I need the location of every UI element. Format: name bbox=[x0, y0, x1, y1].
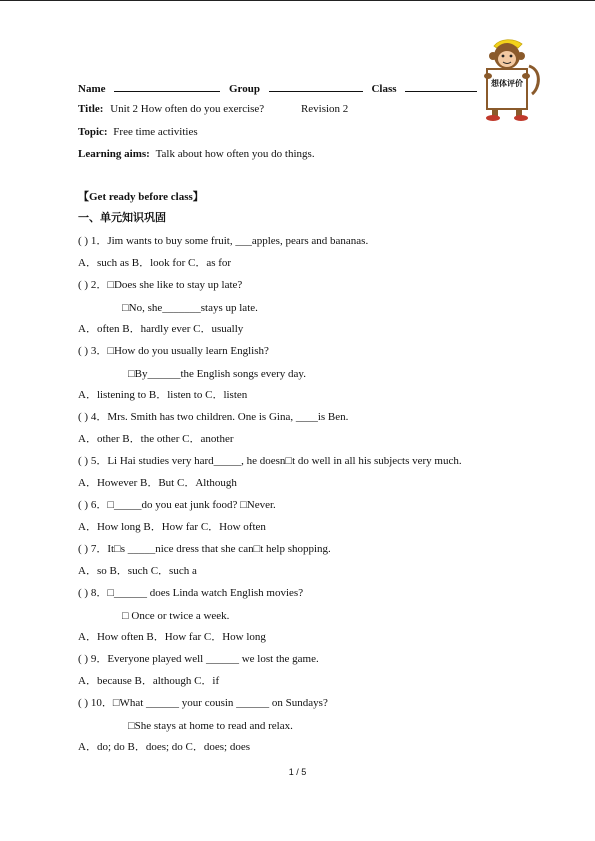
q7-stem: ( ) 7．It□s _____nice dress that she can□t help shopping. bbox=[78, 543, 331, 555]
q6-stem: ( ) 6．□_____do you eat junk food? □Never. bbox=[78, 499, 276, 511]
section-heading: 【Get ready before class】 bbox=[78, 191, 204, 203]
subsection-heading: 一、单元知识巩固 bbox=[78, 211, 166, 224]
q2-reply: □No, she_______stays up late. bbox=[122, 302, 258, 314]
q9-stem: ( ) 9．Everyone played well ______ we lost the game. bbox=[78, 653, 319, 665]
q8-options: A．How often B．How far C．How long bbox=[78, 631, 266, 643]
q2-options: A．often B．hardly ever C．usually bbox=[78, 323, 244, 335]
q8-reply: □ Once or twice a week. bbox=[122, 610, 230, 622]
topic-value: Free time activities bbox=[113, 126, 198, 138]
q1-options: A．such as B．look for C．as for bbox=[78, 257, 232, 269]
q3-options: A．listening to B．listen to C．listen bbox=[78, 389, 248, 401]
title-label: Title: bbox=[78, 103, 104, 115]
q1-stem: ( ) 1．Jim wants to buy some fruit, ___apples, pears and bananas. bbox=[78, 235, 369, 247]
topic-label: Topic: bbox=[78, 126, 108, 138]
name-label: Name bbox=[78, 83, 106, 95]
q3-reply: □By______the English songs every day. bbox=[128, 368, 306, 380]
name-row bbox=[78, 81, 477, 96]
q10-stem: ( ) 10．□What ______ your cousin ______ on Sundays? bbox=[78, 697, 328, 709]
q4-options: A．other B．the other C．another bbox=[78, 433, 234, 445]
topic-row bbox=[78, 125, 198, 139]
top-border bbox=[0, 0, 595, 1]
q9-options: A．because B．although C．if bbox=[78, 675, 220, 687]
revision-label: Revision 2 bbox=[300, 103, 349, 115]
class-blank[interactable] bbox=[405, 81, 477, 92]
q6-options: A．How long B．How far C．How often bbox=[78, 521, 266, 533]
group-blank[interactable] bbox=[269, 81, 363, 92]
q5-options: A．However B．But C．Although bbox=[78, 477, 237, 489]
q10-options: A．do; do B．does; do C．does; does bbox=[78, 741, 251, 753]
page-number: 1 / 5 bbox=[288, 767, 307, 777]
q10-reply: □She stays at home to read and relax. bbox=[128, 720, 293, 732]
group-label: Group bbox=[229, 83, 260, 95]
name-blank[interactable] bbox=[114, 81, 220, 92]
title-row bbox=[78, 102, 348, 116]
title-value: Unit 2 How often do you exercise? bbox=[110, 103, 265, 115]
class-label: Class bbox=[371, 83, 397, 95]
q5-stem: ( ) 5．Li Hai studies very hard_____, he doesn□t do well in all his subjects very much. bbox=[78, 455, 462, 467]
mascot-sign-text: 想体评价 bbox=[491, 79, 523, 88]
q8-stem: ( ) 8．□______ does Linda watch English movies? bbox=[78, 587, 304, 599]
aims-label: Learning aims: bbox=[78, 148, 150, 160]
q2-stem: ( ) 2．□Does she like to stay up late? bbox=[78, 279, 243, 291]
q7-options: A．so B．such C．such a bbox=[78, 565, 197, 577]
aims-row bbox=[78, 147, 315, 161]
q3-stem: ( ) 3．□How do you usually learn English? bbox=[78, 345, 269, 357]
aims-value: Talk about how often you do things. bbox=[155, 148, 315, 160]
q4-stem: ( ) 4．Mrs. Smith has two children. One is Gina, ____is Ben. bbox=[78, 411, 349, 423]
monkey-mascot-icon bbox=[474, 36, 544, 122]
